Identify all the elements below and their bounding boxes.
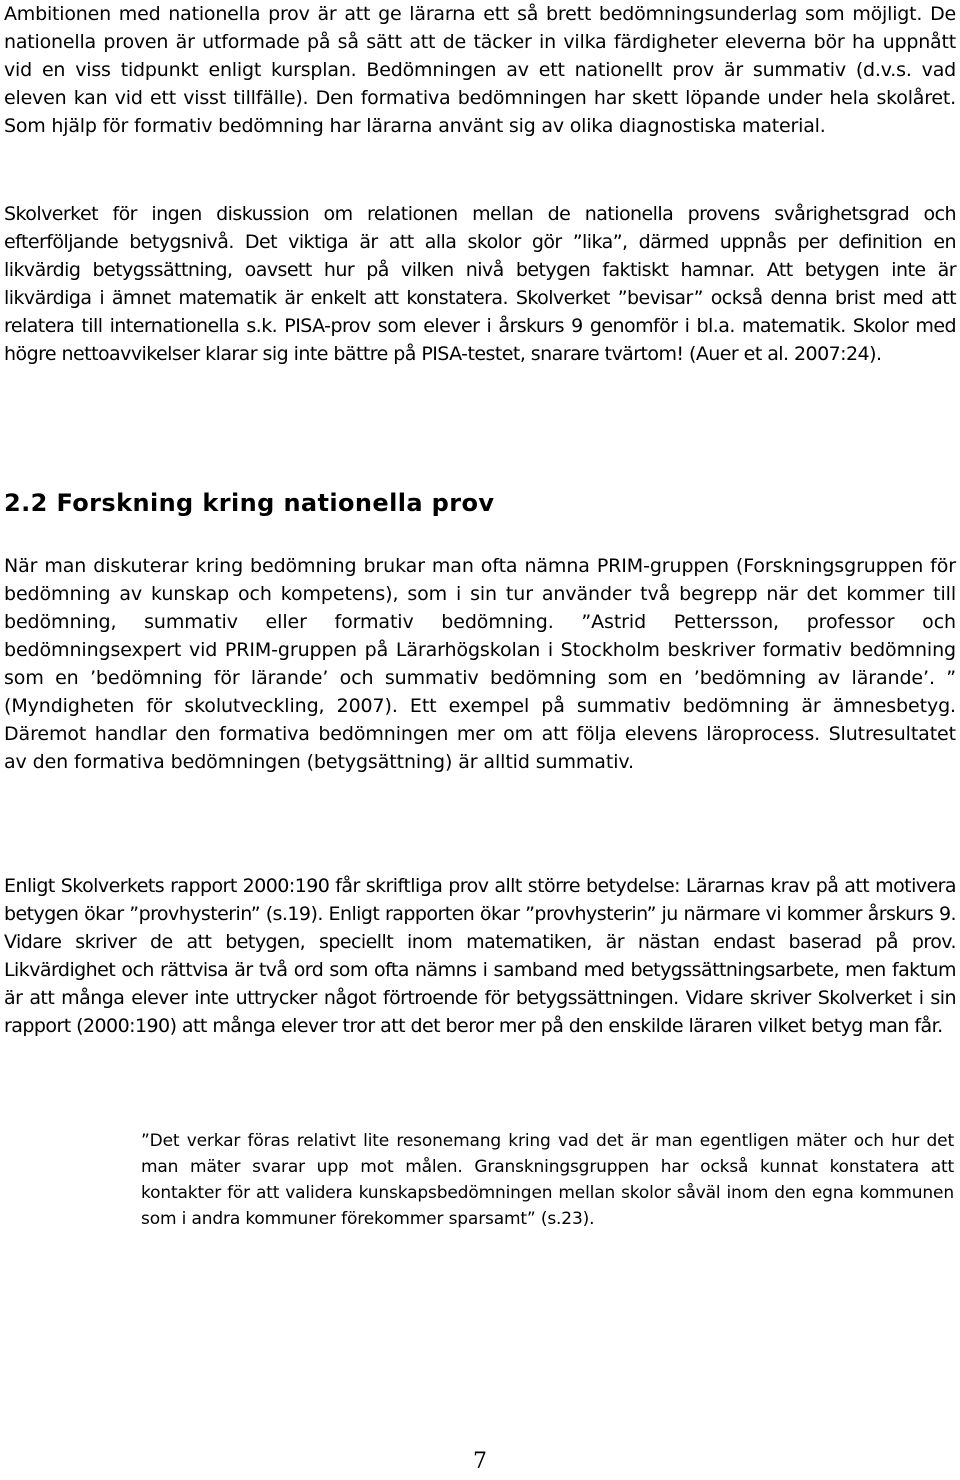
paragraph-nationella-prov-ambition: Ambitionen med nationella prov är att ge lärarna ett så brett bedömningsunderlag som möjligt. De nationella proven är utformade på så sätt att de täcker in vilka färdigheter eleverna bör ha uppnått vid en viss tidpunkt enligt kursplan. Bedömningen av ett nationellt prov är summativ (d.v.s. vad eleven kan vid ett visst tillfälle). Den formativa bedömningen har skett löpande under hela skolåret. Som hjälp för formativ bedömning har lärarna använt sig av olika diagnostiska material. [4,3,956,137]
paragraph-prim-gruppen: När man diskuterar kring bedömning brukar man ofta nämna PRIM-gruppen (Forskningsgruppen för bedömning av kunskap och kompetens), som i sin tur använder två begrepp när det kommer till bedömning, summativ eller formativ bedömning. ”Astrid Pettersson, professor och bedömningsexpert vid PRIM-gruppen på Lärarhögskolan i Stockholm beskriver formativ bedömning som en ’bedömning för lärande’ och summativ bedömning som en ’bedömning av lärande’. ” (Myndigheten för skolutveckling, 2007). Ett exempel på summativ bedömning är ämnesbetyg. Däremot handlar den formativa bedömningen mer om att följa elevens läroprocess. Slutresultatet av den formativa bedömningen (betygsättning) är alltid summativ. [4,555,956,773]
paragraph-skolverkets-rapport: Enligt Skolverkets rapport 2000:190 får skriftliga prov allt större betydelse: Lärarnas krav på att motivera betygen ökar ”provhysterin” (s.19). Enligt rapporten ökar ”provhysterin” ju närmare vi kommer årskurs 9. Vidare skriver de att betygen, speciellt inom matematiken, är nästan endast baserad på prov. Likvärdighet och rättvisa är två ord som ofta nämns i samband med betygssättningsarbete, men faktum är att många elever inte uttrycker något förtroende för betygssättningen. Vidare skriver Skolverket i sin rapport (2000:190) att många elever tror att det beror mer på den enskilde läraren vilket betyg man får. [4,875,956,1037]
section-heading: 2.2 Forskning kring nationella prov [4,489,495,517]
page-number: 7 [473,1449,487,1474]
block-quote: ”Det verkar föras relativt lite resonemang kring vad det är man egentligen mäter och hur det man mäter svarar upp mot målen. Granskningsgruppen har också kunnat konstatera att kontakter för att validera kunskapsbedömningen mellan skolor såväl inom den egna kommunen som i andra kommuner förekommer sparsamt” (s.23). [141,1131,954,1229]
paragraph-skolverket-betygsniva: Skolverket för ingen diskussion om relationen mellan de nationella provens svårighetsgrad och efterföljande betygsnivå. Det viktiga är att alla skolor gör ”lika”, därmed uppnås per definition en likvärdig betygssättning, oavsett hur på vilken nivå betygen faktiskt hamnar. Att betygen inte är likvärdiga i ämnet matematik är enkelt att konstatera. Skolverket ”bevisar” också denna brist med att relatera till internationella s.k. PISA-prov som elever i årskurs 9 genomför i bl.a. matematik. Skolor med högre nettoavvikelser klarar sig inte bättre på PISA-testet, snarare tvärtom! (Auer et al. 2007:24). [4,203,956,365]
